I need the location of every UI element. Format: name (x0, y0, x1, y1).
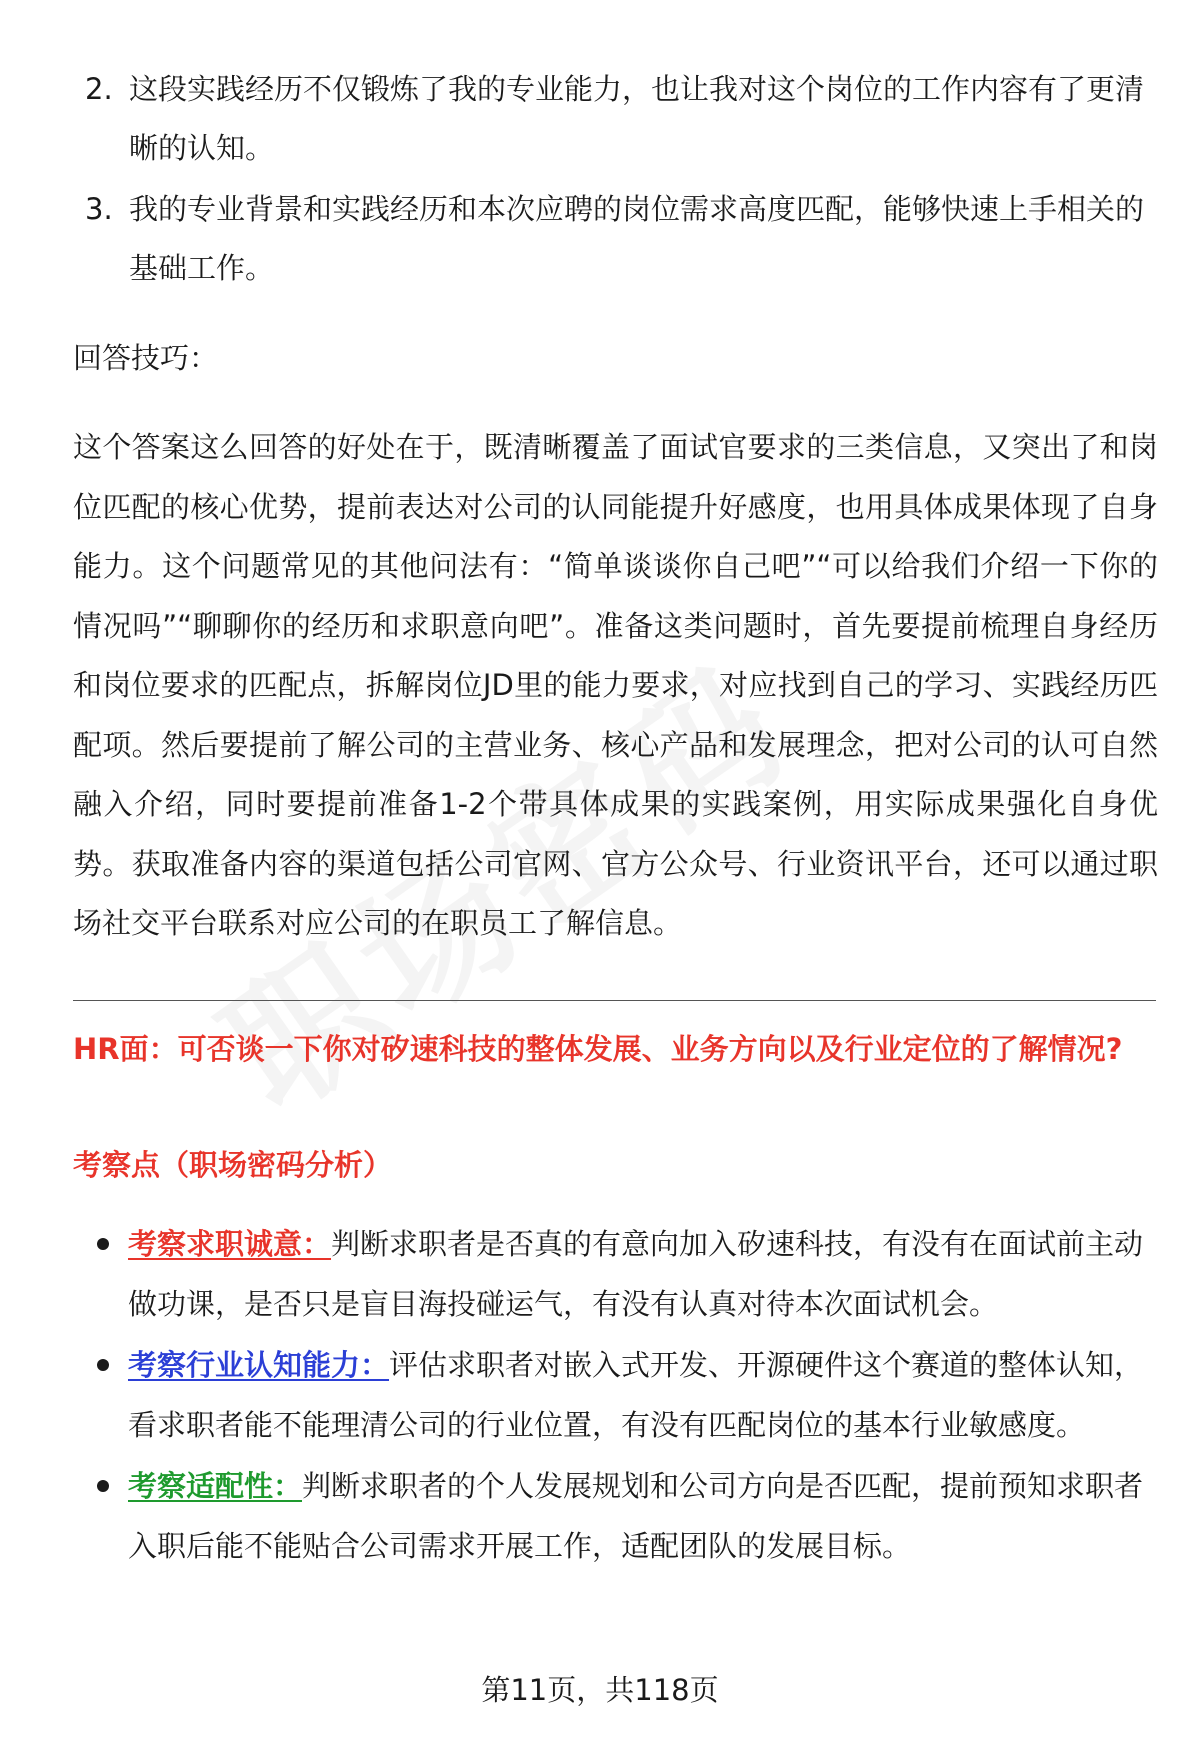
bullet-keyword: 考察求职诚意： (128, 1227, 332, 1261)
bullet-text: 评估求职者对嵌入式开发、开源硬件这个赛道的整体认知，看求职者能不能理清公司的行业位置，有没有匹配岗位的基本行业敏感度。 (128, 1348, 1144, 1442)
list-item (75, 60, 1155, 178)
list-item (75, 180, 1155, 298)
bullet-dot-icon (97, 1359, 109, 1371)
bullet-text: 判断求职者是否真的有意向加入矽速科技，有没有在面试前主动做功课，是否只是盲目海投碰运气，有没有认真对待本次面试机会。 (128, 1227, 1144, 1321)
numbered-list (75, 60, 1155, 300)
tips-label: 回答技巧： (73, 341, 219, 375)
bullet-keyword: 考察行业认知能力： (128, 1348, 390, 1382)
divider (73, 1000, 1156, 1001)
bullet-item (75, 1215, 1160, 1334)
bullet-dot-icon (97, 1480, 109, 1492)
bullet-list (75, 1215, 1160, 1578)
bullet-keyword: 考察适配性： (128, 1469, 303, 1503)
bullet-item (75, 1336, 1160, 1455)
hr-question-heading: HR面：可否谈一下你对矽速科技的整体发展、业务方向以及行业定位的了解情况? (73, 1032, 1123, 1066)
page-number-footer: 第11页，共118页 (481, 1673, 719, 1707)
list-number: 3. (85, 192, 113, 226)
bullet-item (75, 1457, 1160, 1576)
list-text: 我的专业背景和实践经历和本次应聘的岗位需求高度匹配，能够快速上手相关的基础工作。 (129, 192, 1145, 285)
bullet-text: 判断求职者的个人发展规划和公司方向是否匹配，提前预知求职者入职后能不能贴合公司需求开展工作，适配团队的发展目标。 (128, 1469, 1144, 1563)
section-title: 考察点（职场密码分析） (73, 1148, 393, 1182)
list-text: 这段实践经历不仅锻炼了我的专业能力，也让我对这个岗位的工作内容有了更清晰的认知。 (129, 72, 1145, 165)
tips-paragraph: 这个答案这么回答的好处在于，既清晰覆盖了面试官要求的三类信息，又突出了和岗位匹配的核心优势，提前表达对公司的认同能提升好感度，也用具体成果体现了自身能力。这个问题常见的其他问法有：“简单谈谈你自己吧”“可以给我们介绍一下你的情况吗”“聊聊你的经历和求职意向吧”。准备这类问题时，首先要提前梳理自身经历和岗位要求的匹配点，拆解岗位JD里的能力要求，对应找到自己的学习、实践经历匹配项。然后要提前了解公司的主营业务、核心产品和发展理念，把对公司的认可自然融入介绍，同时要提前准备1-2个带具体成果的实践案例，用实际成果强化自身优势。获取准备内容的渠道包括公司官网、官方公众号、行业资讯平台，还可以通过职场社交平台联系对应公司的在职员工了解信息。 (73, 430, 1158, 940)
bullet-dot-icon (97, 1238, 109, 1250)
list-number: 2. (85, 72, 113, 106)
